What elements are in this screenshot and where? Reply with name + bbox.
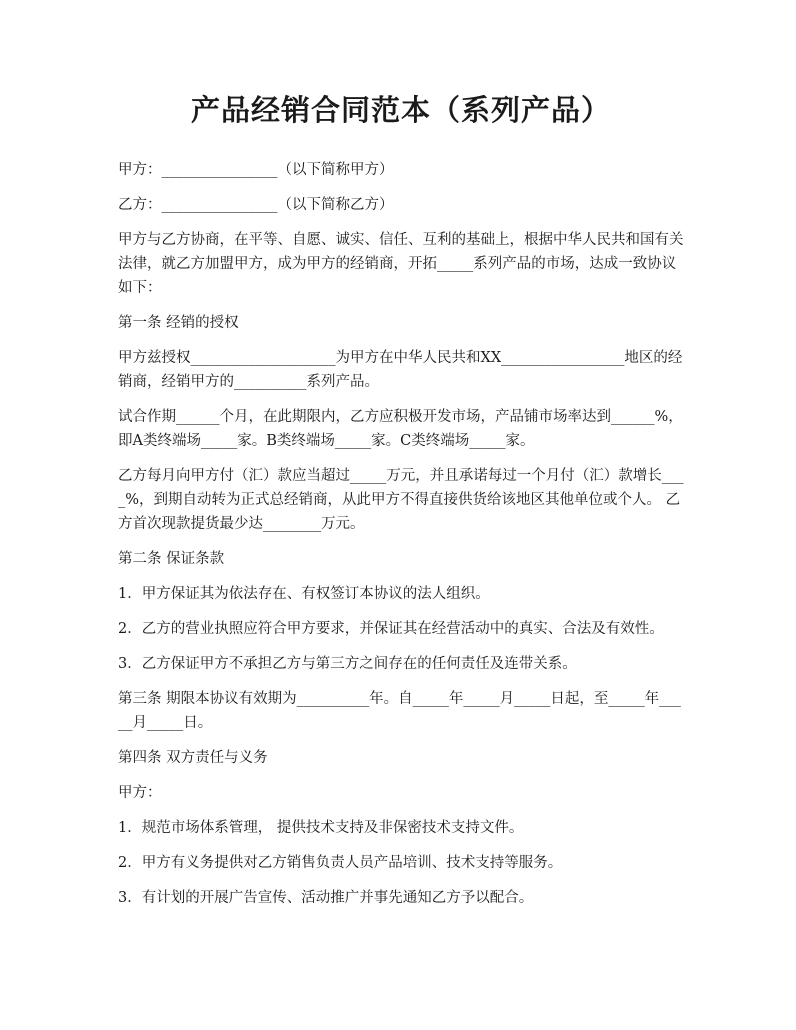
party-a-duties-label: 甲方： bbox=[118, 785, 162, 801]
guarantee-item-1: 1．甲方保证其为依法存在、有权签订本协议的法人组织。 bbox=[118, 586, 490, 602]
guarantee-item-2: 2．乙方的营业执照应符合甲方要求，并保证其在经营活动中的真实、合法及有效性。 bbox=[118, 621, 664, 637]
party-a-duty-1: 1．规范市场体系管理， 提供技术支持及非保密技术支持文件。 bbox=[118, 820, 524, 836]
trial-period-paragraph: 试合作期______个月，在此期限内，乙方应积极开发市场，产品铺市场率达到______%，即A类终端场_____家。B类终端场_____家。C类终端场_____家。 bbox=[118, 409, 683, 449]
document-page bbox=[118, 88, 684, 921]
party-a-duty-2: 2．甲方有义务提供对乙方销售负责人员产品培训、技术支持等服务。 bbox=[118, 855, 563, 871]
article-4-heading: 第四条 双方责任与义务 bbox=[118, 750, 268, 766]
guarantee-item-3: 3．乙方保证甲方不承担乙方与第三方之间存在的任何责任及连带关系。 bbox=[118, 656, 577, 672]
authorization-paragraph: 甲方兹授权____________________为甲方在中华人民共和XX_________________地区的经销商，经销甲方的__________系列产品。 bbox=[118, 350, 683, 390]
article-3-paragraph: 第三条 期限本协议有效期为__________年。自_____年_____月_____日起，至_____年_____月_____日。 bbox=[118, 691, 681, 731]
party-b-line: 乙方：________________（以下简称乙方） bbox=[118, 197, 394, 213]
article-1-heading: 第一条 经销的授权 bbox=[118, 315, 239, 331]
preamble-paragraph: 甲方与乙方协商，在平等、自愿、诚实、信任、互利的基础上，根据中华人民共和国有关法律，就乙方加盟甲方，成为甲方的经销商，开拓_____系列产品的市场，达成一致协议如下： bbox=[118, 232, 684, 296]
payment-paragraph: 乙方每月向甲方付（汇）款应当超过_____万元，并且承诺每过一个月付（汇）款增长____%，到期自动转为正式总经销商，从此甲方不得直接供货给该地区其他单位或个人。 乙方首次现款提货最少达________万元。 bbox=[118, 468, 684, 532]
party-a-line: 甲方：________________（以下简称甲方） bbox=[118, 162, 394, 178]
document-title: 产品经销合同范本（系列产品） bbox=[190, 93, 611, 127]
party-a-duty-3: 3．有计划的开展广告宣传、活动推广并事先通知乙方予以配合。 bbox=[118, 890, 534, 906]
article-2-heading: 第二条 保证条款 bbox=[118, 551, 225, 567]
